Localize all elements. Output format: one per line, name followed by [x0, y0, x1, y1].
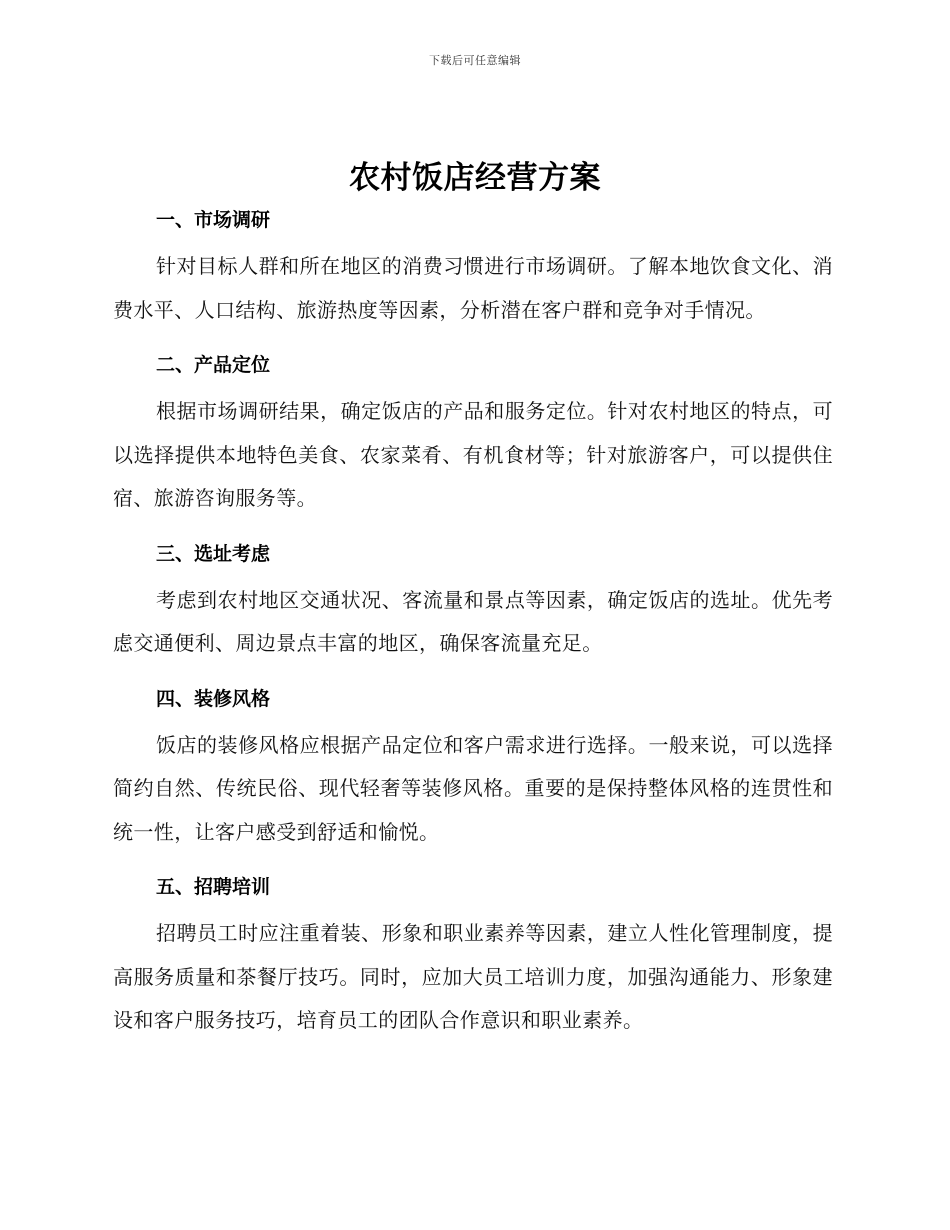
section-body: 针对目标人群和所在地区的消费习惯进行市场调研。了解本地饮食文化、消费水平、人口结构、旅游热度等因素，分析潜在客户群和竞争对手情况。	[113, 254, 833, 322]
page-header: 下载后可任意编辑	[429, 54, 521, 67]
section-heading: 三、选址考虑	[156, 542, 271, 565]
section-body: 考虑到农村地区交通状况、客流量和景点等因素，确定饭店的选址。优先考虑交通便利、周边景点丰富的地区，确保客流量充足。	[113, 587, 833, 655]
document-title: 农村饭店经营方案	[349, 160, 601, 196]
document-content	[113, 200, 833, 1056]
section-heading: 一、市场调研	[156, 209, 271, 231]
section-recruitment-training	[113, 867, 833, 1043]
section-market-research	[113, 200, 833, 332]
section-product-positioning	[113, 345, 833, 521]
section-body: 招聘员工时应注重着装、形象和职业素养等因素，建立人性化管理制度，提高服务质量和茶餐厅技巧。同时，应加大员工培训力度，加强沟通能力、形象建设和客户服务技巧，培育员工的团队合作意识和职业素养。	[113, 921, 833, 1032]
section-body: 根据市场调研结果，确定饭店的产品和服务定位。针对农村地区的特点，可以选择提供本地特色美食、农家菜肴、有机食材等；针对旅游客户，可以提供住宿、旅游咨询服务等。	[113, 399, 833, 510]
section-heading: 四、装修风格	[156, 687, 271, 710]
section-site-selection	[113, 534, 833, 666]
section-heading: 五、招聘培训	[156, 876, 271, 898]
section-heading: 二、产品定位	[156, 354, 271, 376]
section-decoration-style	[113, 679, 833, 855]
section-body: 饭店的装修风格应根据产品定位和客户需求进行选择。一般来说，可以选择简约自然、传统民俗、现代轻奢等装修风格。重要的是保持整体风格的连贯性和统一性，让客户感受到舒适和愉悦。	[113, 732, 833, 844]
